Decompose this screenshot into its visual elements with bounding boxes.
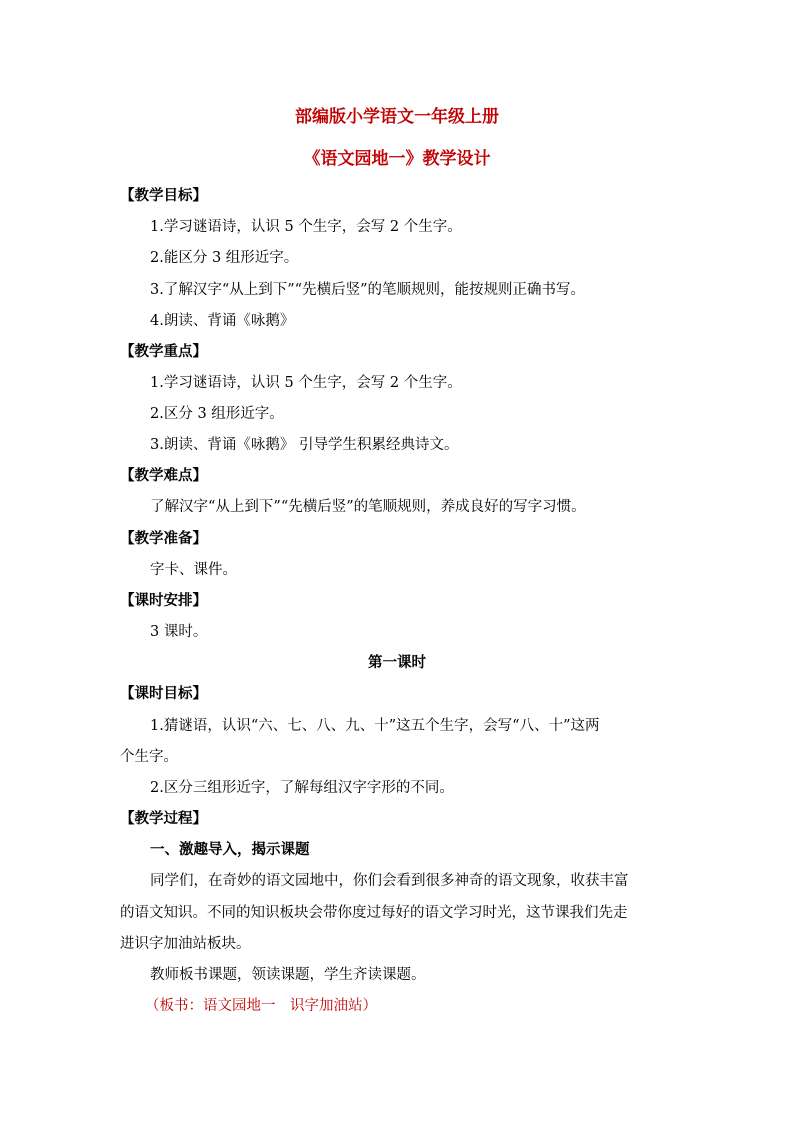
teaching-goal-item: 2.能区分 3 组形近字。 bbox=[150, 250, 299, 266]
teaching-goals-heading: 【教学目标】 bbox=[120, 188, 207, 204]
document-title: 部编版小学语文一年级上册 bbox=[295, 107, 499, 127]
step-heading: 一、激趣导入，揭示课题 bbox=[150, 842, 310, 858]
paragraph-line: 同学们，在奇妙的语文园地中，你们会看到很多神奇的语文现象，收获丰富 bbox=[150, 873, 629, 889]
difficulties-text: 了解汉字“从上到下”“先横后竖”的笔顺规则，养成良好的写字习惯。 bbox=[150, 499, 586, 515]
lesson-goals-heading: 【课时目标】 bbox=[120, 686, 207, 702]
teaching-goal-item: 4.朗读、背诵《咏鹅》 bbox=[150, 313, 295, 329]
schedule-heading: 【课时安排】 bbox=[120, 593, 207, 609]
board-note: （板书：语文园地一 识字加油站） bbox=[145, 998, 377, 1014]
lesson-goal-item-continued: 个生字。 bbox=[120, 749, 178, 765]
difficulties-heading: 【教学难点】 bbox=[120, 468, 207, 484]
teaching-process-heading: 【教学过程】 bbox=[120, 811, 207, 827]
lesson-goal-item: 2.区分三组形近字，了解每组汉字字形的不同。 bbox=[150, 780, 454, 796]
key-point-item: 3.朗读、背诵《咏鹅》 引导学生积累经典诗文。 bbox=[150, 437, 459, 453]
key-points-heading: 【教学重点】 bbox=[120, 344, 207, 360]
teaching-goal-item: 3.了解汉字“从上到下”“先横后竖”的笔顺规则，能按规则正确书写。 bbox=[150, 282, 585, 298]
schedule-text: 3 课时。 bbox=[150, 624, 208, 640]
teaching-goal-item: 1.学习谜语诗，认识 5 个生字，会写 2 个生字。 bbox=[150, 219, 462, 235]
preparation-heading: 【教学准备】 bbox=[120, 531, 207, 547]
document-subtitle: 《语文园地一》教学设计 bbox=[303, 149, 491, 169]
key-point-item: 1.学习谜语诗，认识 5 个生字，会写 2 个生字。 bbox=[150, 375, 462, 391]
preparation-text: 字卡、课件。 bbox=[150, 562, 237, 578]
lesson-goal-item: 1.猜谜语，认识“六、七、八、九、十”这五个生字，会写“八、十”这两 bbox=[150, 718, 600, 734]
lesson-title: 第一课时 bbox=[368, 655, 426, 671]
paragraph-line: 进识字加油站板块。 bbox=[120, 936, 251, 952]
paragraph-line: 教师板书课题，领读课题，学生齐读课题。 bbox=[150, 967, 426, 983]
paragraph-line: 的语文知识。不同的知识板块会带你度过每好的语文学习时光，这节课我们先走 bbox=[120, 905, 628, 921]
key-point-item: 2.区分 3 组形近字。 bbox=[150, 406, 284, 422]
